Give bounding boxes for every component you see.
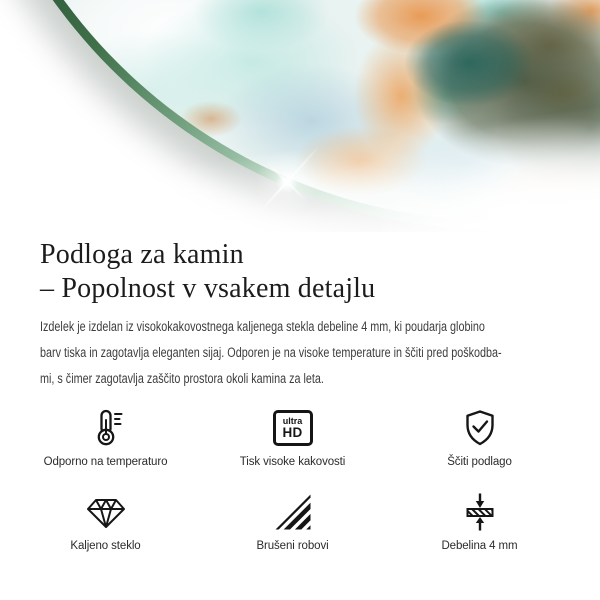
marble-print xyxy=(0,0,600,221)
product-description xyxy=(40,314,568,392)
feature-label: Tisk visoke kakovosti xyxy=(239,456,346,468)
feature-label: Brušeni robovi xyxy=(256,540,329,552)
feature-polished-edges xyxy=(199,490,386,552)
description-line: barv tiska in zagotavlja eleganten sijaj. Odporen je na visoke temperature in ščiti pred poškodba- xyxy=(40,345,502,360)
glass-panel-edge xyxy=(0,0,600,230)
shield-check-icon xyxy=(458,406,502,450)
feature-tempered-glass xyxy=(12,490,199,552)
feature-protects-base xyxy=(386,406,573,468)
feature-temperature-resistant xyxy=(12,406,199,468)
product-image xyxy=(0,0,600,232)
feature-label: Ščiti podlago xyxy=(447,456,512,468)
thickness-icon xyxy=(458,490,502,534)
feature-label: Odporno na temperaturo xyxy=(43,456,168,468)
page-title-line1: Podloga za kamin xyxy=(40,239,244,270)
polished-edges-icon xyxy=(271,490,315,534)
diamond-icon xyxy=(84,490,128,534)
thermometer-icon xyxy=(84,406,128,450)
description-line: Izdelek je izdelan iz visokokakovostnega kaljenega stekla debeline 4 mm, ki poudarja globino xyxy=(40,319,485,334)
ultra-hd-text-bottom: HD xyxy=(282,425,303,440)
page-title xyxy=(40,238,560,306)
ultra-hd-icon xyxy=(273,406,313,450)
feature-label: Debelina 4 mm xyxy=(441,540,518,552)
page-title-line2: – Popolnost v vsakem detajlu xyxy=(40,273,376,304)
feature-thickness xyxy=(386,490,573,552)
feature-print-quality xyxy=(199,406,386,468)
description-line: mi, s čimer zagotavlja zaščito prostora okoli kamina za leta. xyxy=(40,371,324,386)
feature-label: Kaljeno steklo xyxy=(70,540,141,552)
ultra-hd-text-top: ultra xyxy=(282,416,303,426)
feature-grid xyxy=(12,406,573,552)
